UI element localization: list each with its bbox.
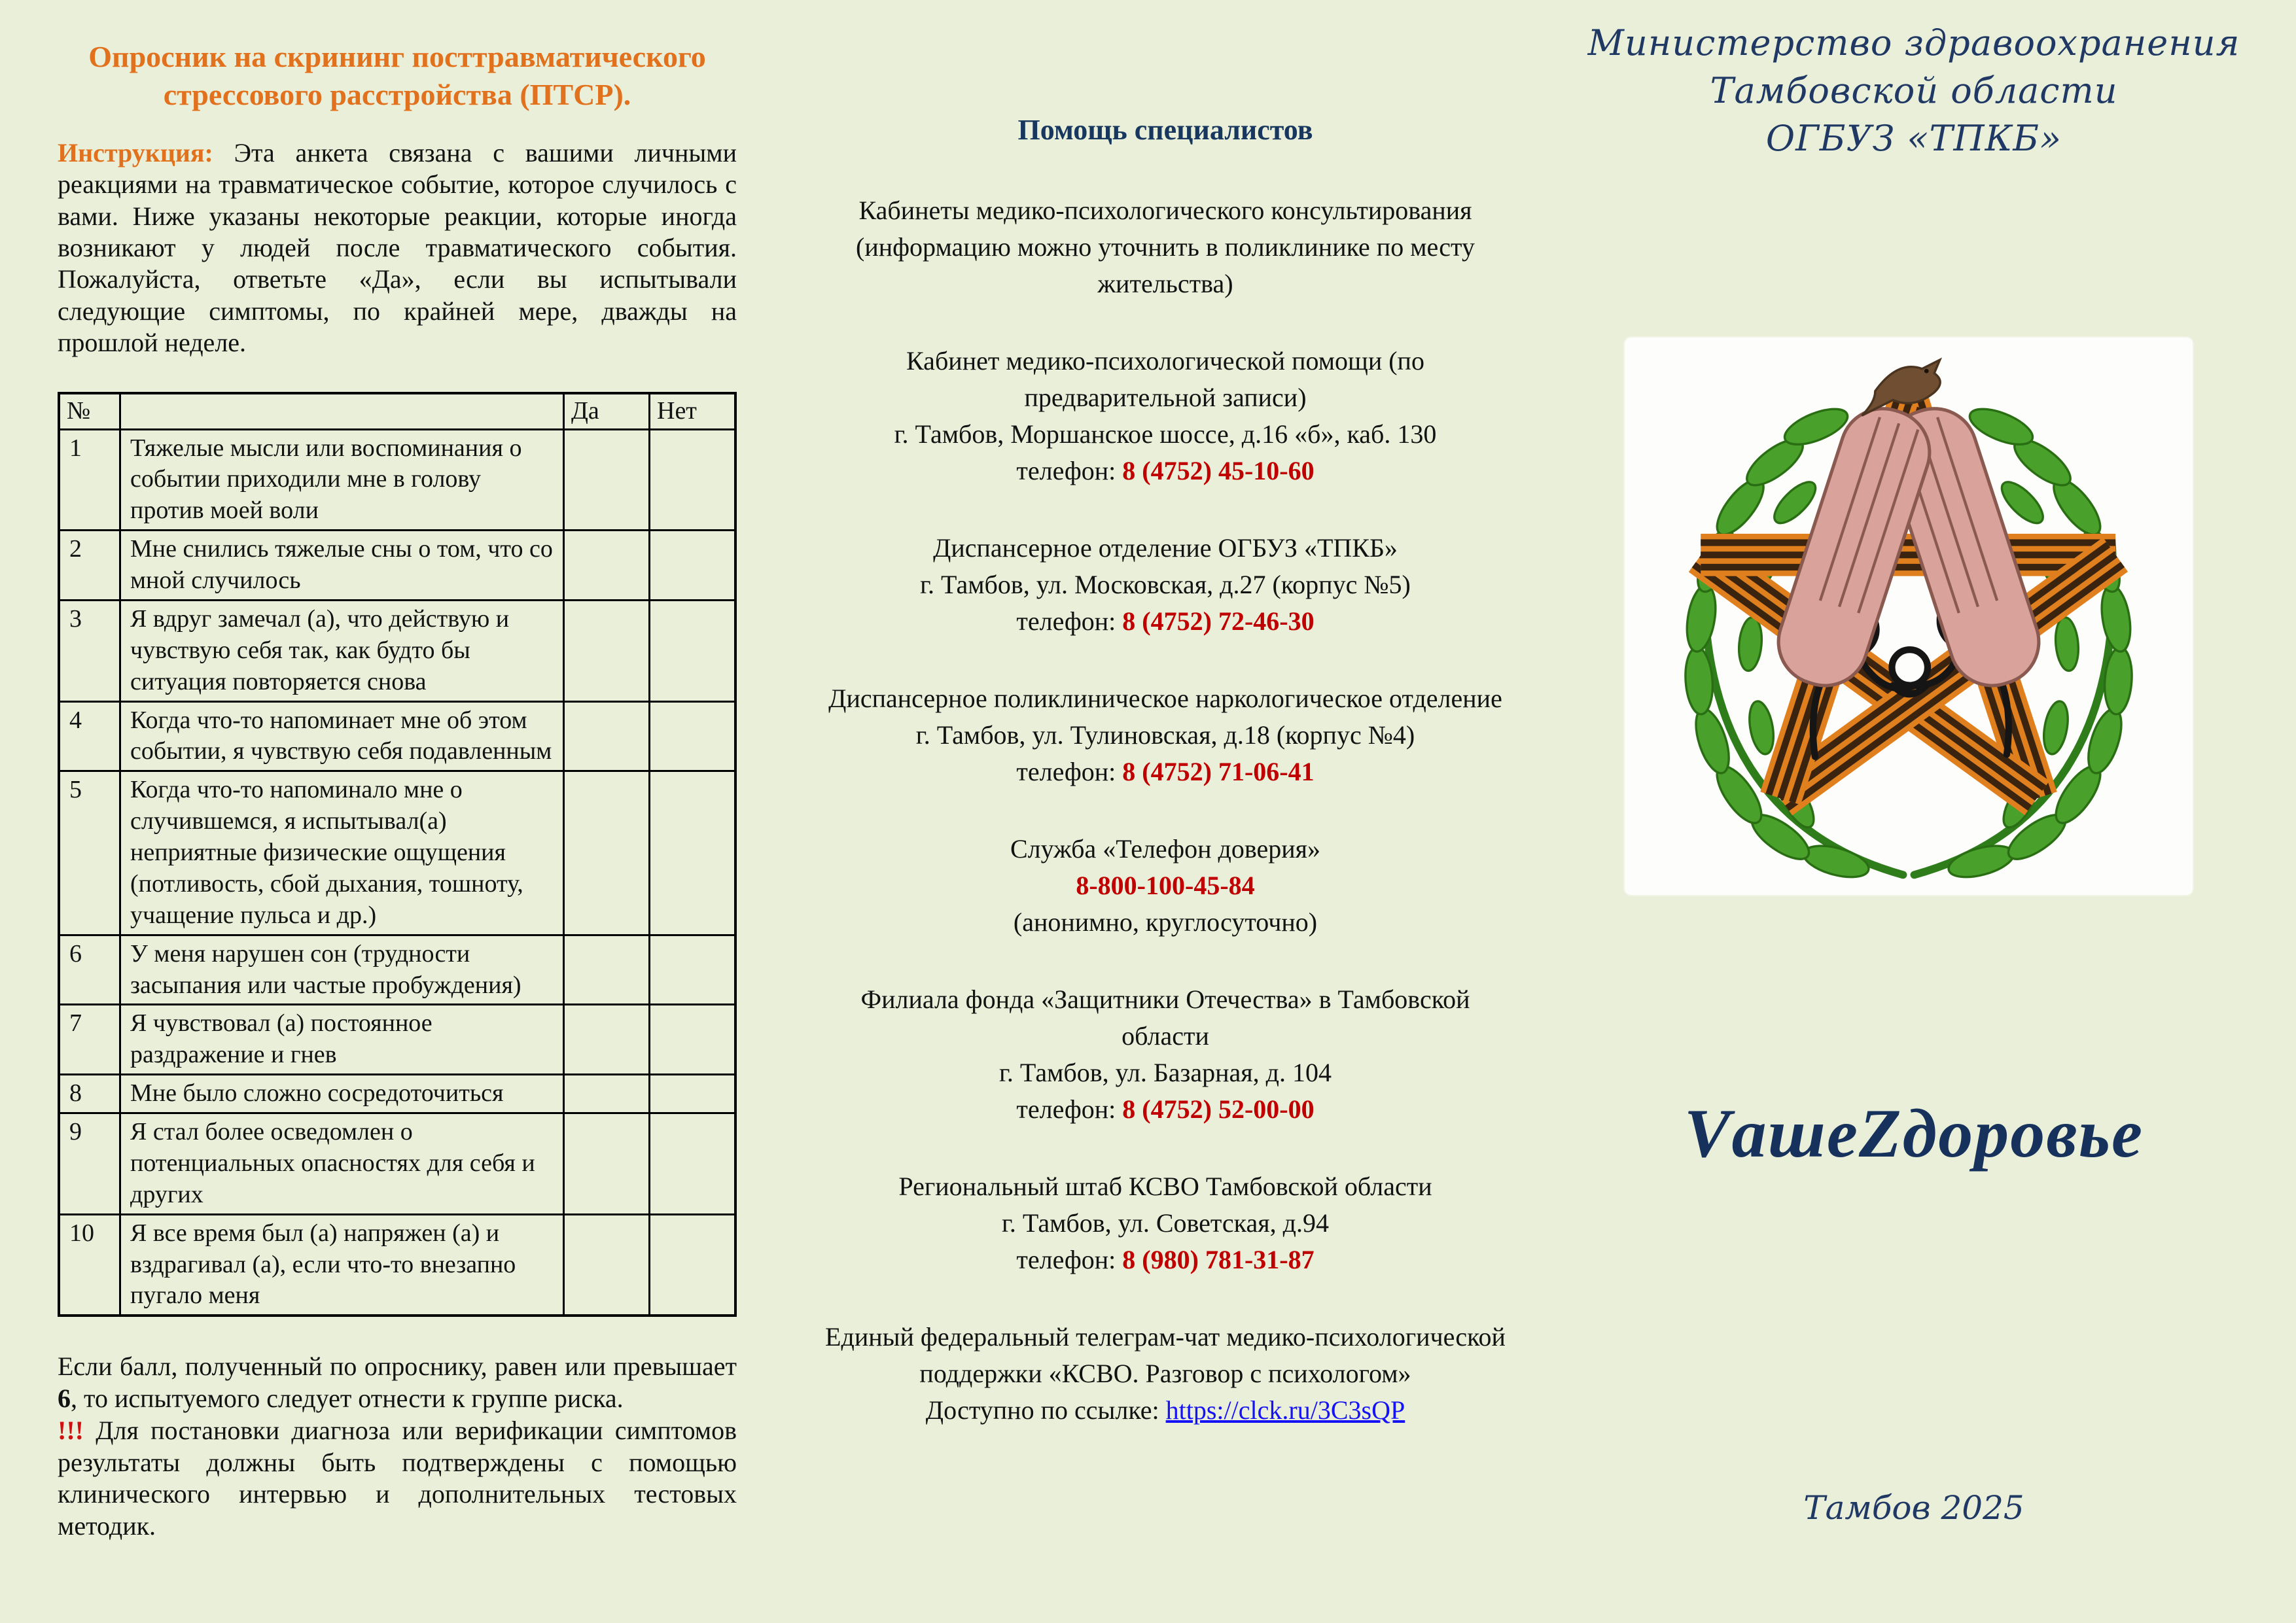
answer-yes-cell (564, 1075, 650, 1113)
col-header-no: Нет (650, 393, 736, 429)
org-name: Диспансерное поликлиническое наркологическое отделение (828, 683, 1502, 713)
org-address: г. Тамбов, ул. Базарная, д. 104 (998, 1057, 1332, 1087)
answer-yes-cell (564, 701, 650, 771)
answer-no-cell (650, 1113, 736, 1215)
cabinets-line2: (информацию можно уточнить в поликлинике по месту жительства) (856, 232, 1475, 298)
table-row (59, 1075, 735, 1113)
contact-block-dispensary (822, 530, 1509, 640)
row-num: 1 (59, 429, 120, 531)
row-question: Когда что-то напоминает мне об этом событии, я чувствую себя подавленным (120, 701, 564, 771)
table-row (59, 1214, 735, 1316)
ptsd-table (58, 392, 737, 1318)
contact-block-regional-hq (822, 1168, 1509, 1278)
row-question: Мне снились тяжелые сны о том, что со мной случилось (120, 531, 564, 601)
city-year: Тамбов 2025 (1803, 1489, 2024, 1527)
org-name: Диспансерное отделение ОГБУЗ «ТПКБ» (933, 532, 1398, 563)
table-row (59, 1113, 735, 1215)
logo-graphic (1625, 338, 2193, 895)
org-name: Кабинет медико-психологической помощи (по предварительной записи) (906, 345, 1424, 412)
scoring-threshold: 6 (58, 1384, 71, 1414)
row-question: Мне было сложно сосредоточиться (120, 1075, 564, 1113)
warning-marks: !!! (58, 1415, 84, 1445)
row-num: 5 (59, 771, 120, 935)
specialists-panel (822, 110, 1509, 1469)
hotline-note: (анонимно, круглосуточно) (1013, 907, 1318, 937)
phone-number: 8 (4752) 71-06-41 (1122, 756, 1315, 786)
phone-label: телефон: (1016, 1244, 1123, 1274)
ministry-line3: ОГБУЗ «ТПКБ» (1765, 117, 2062, 159)
answer-yes-cell (564, 429, 650, 531)
instruction-paragraph (58, 137, 737, 359)
col-header-question (120, 393, 564, 429)
brand-panel (1567, 20, 2261, 1527)
phone-number: 8-800-100-45-84 (1076, 870, 1255, 900)
instruction-text: Эта анкета связана с вашими личными реакциями на травматическое событие, которое случилось с вами. Ниже указаны некоторые реакции, которые иногда возникают у людей после травматического события. Пожалуйста, ответьте «Да», если вы испытывали следующие симптомы, по крайней мере, дважды на прошлой неделе. (58, 137, 737, 358)
table-row (59, 600, 735, 701)
row-num: 9 (59, 1113, 120, 1215)
ministry-line1: Министерство здравоохранения (1587, 22, 2240, 63)
link-label: Доступно по ссылке: (925, 1395, 1166, 1425)
contact-block-telegram (822, 1319, 1509, 1429)
answer-yes-cell (564, 1214, 650, 1316)
contact-block-cabinets (822, 192, 1509, 302)
row-num: 10 (59, 1214, 120, 1316)
hospital-logo (1625, 338, 2193, 895)
ministry-header (1567, 20, 2261, 163)
answer-yes-cell (564, 1113, 650, 1215)
scoring-note (58, 1351, 737, 1543)
questionnaire-title: Опросник на скрининг посттравматического стрессового расстройства (ПТСР). (88, 40, 706, 111)
brand-title: VашеZдоровье (1684, 1095, 2144, 1172)
org-address: г. Тамбов, Моршанское шоссе, д.16 «б», каб. 130 (894, 419, 1437, 449)
answer-yes-cell (564, 1005, 650, 1075)
instruction-label: Инструкция: (58, 137, 213, 167)
phone-number: 8 (4752) 72-46-30 (1122, 606, 1315, 636)
row-question: Тяжелые мысли или воспоминания о событии приходили мне в голову против моей воли (120, 429, 564, 531)
row-num: 2 (59, 531, 120, 601)
table-row (59, 531, 735, 601)
org-name: Филиала фонда «Защитники Отечества» в Тамбовской области (860, 984, 1470, 1051)
phone-label: телефон: (1016, 756, 1123, 786)
answer-no-cell (650, 771, 736, 935)
contact-block-hotline (822, 831, 1509, 941)
table-header-row (59, 393, 735, 429)
phone-label: телефон: (1016, 455, 1123, 485)
row-question: У меня нарушен сон (трудности засыпания или частые пробуждения) (120, 935, 564, 1005)
contact-block-cabinet-help (822, 343, 1509, 489)
telegram-link[interactable]: https://clck.ru/3C3sQP (1165, 1395, 1405, 1425)
phone-number: 8 (4752) 52-00-00 (1122, 1094, 1315, 1124)
answer-no-cell (650, 600, 736, 701)
phone-number: 8 (980) 781-31-87 (1122, 1244, 1315, 1274)
phone-label: телефон: (1016, 606, 1123, 636)
warning-text: Для постановки диагноза или верификации симптомов результаты должны быть подтверждены с помощью клинического интервью и дополнительных тестовых методик. (58, 1415, 737, 1541)
row-question: Я стал более осведомлен о потенциальных опасностях для себя и других (120, 1113, 564, 1215)
row-num: 3 (59, 600, 120, 701)
row-question: Я чувствовал (а) постоянное раздражение и гнев (120, 1005, 564, 1075)
answer-no-cell (650, 935, 736, 1005)
row-num: 7 (59, 1005, 120, 1075)
questionnaire-panel (58, 38, 737, 1569)
scoring-text-2: , то испытуемого следует отнести к группе риска. (71, 1384, 624, 1414)
answer-no-cell (650, 1005, 736, 1075)
row-num: 6 (59, 935, 120, 1005)
row-num: 8 (59, 1075, 120, 1113)
phone-number: 8 (4752) 45-10-60 (1122, 455, 1315, 485)
row-question: Я вдруг замечал (а), что действую и чувствую себя так, как будто бы ситуация повторяется снова (120, 600, 564, 701)
row-question: Когда что-то напоминало мне о случившемся, я испытывал(а) неприятные физические ощущения (потливость, сбой дыхания, тошноту, учащение пульса и др.) (120, 771, 564, 935)
row-num: 4 (59, 701, 120, 771)
table-row (59, 701, 735, 771)
answer-yes-cell (564, 771, 650, 935)
table-row (59, 935, 735, 1005)
scoring-text-1: Если балл, полученный по опроснику, равен или превышает (58, 1352, 737, 1382)
table-row (59, 429, 735, 531)
contact-block-defenders-fund (822, 981, 1509, 1128)
answer-yes-cell (564, 935, 650, 1005)
answer-no-cell (650, 1214, 736, 1316)
answer-yes-cell (564, 600, 650, 701)
answer-no-cell (650, 1075, 736, 1113)
answer-yes-cell (564, 531, 650, 601)
cabinets-line1: Кабинеты медико-психологического консультирования (858, 195, 1472, 225)
answer-no-cell (650, 531, 736, 601)
ministry-line2: Тамбовской области (1710, 69, 2118, 111)
row-question: Я все время был (а) напряжен (а) и вздрагивал (а), если что-то внезапно пугало меня (120, 1214, 564, 1316)
org-address: г. Тамбов, ул. Московская, д.27 (корпус №5) (920, 569, 1411, 599)
org-address: г. Тамбов, ул. Тулиновская, д.18 (корпус №4) (915, 720, 1415, 750)
col-header-yes: Да (564, 393, 650, 429)
col-header-num: № (59, 393, 120, 429)
org-name: Единый федеральный телеграм-чат медико-психологической поддержки «КСВО. Разговор с психологом» (825, 1321, 1506, 1388)
org-name: Региональный штаб КСВО Тамбовской области (898, 1171, 1432, 1201)
answer-no-cell (650, 429, 736, 531)
org-name: Служба «Телефон доверия» (1010, 833, 1321, 864)
answer-no-cell (650, 701, 736, 771)
table-row (59, 771, 735, 935)
org-address: г. Тамбов, ул. Советская, д.94 (1002, 1208, 1329, 1238)
phone-label: телефон: (1016, 1094, 1123, 1124)
specialists-heading: Помощь специалистов (1017, 114, 1313, 146)
contact-block-narcology (822, 680, 1509, 790)
table-row (59, 1005, 735, 1075)
